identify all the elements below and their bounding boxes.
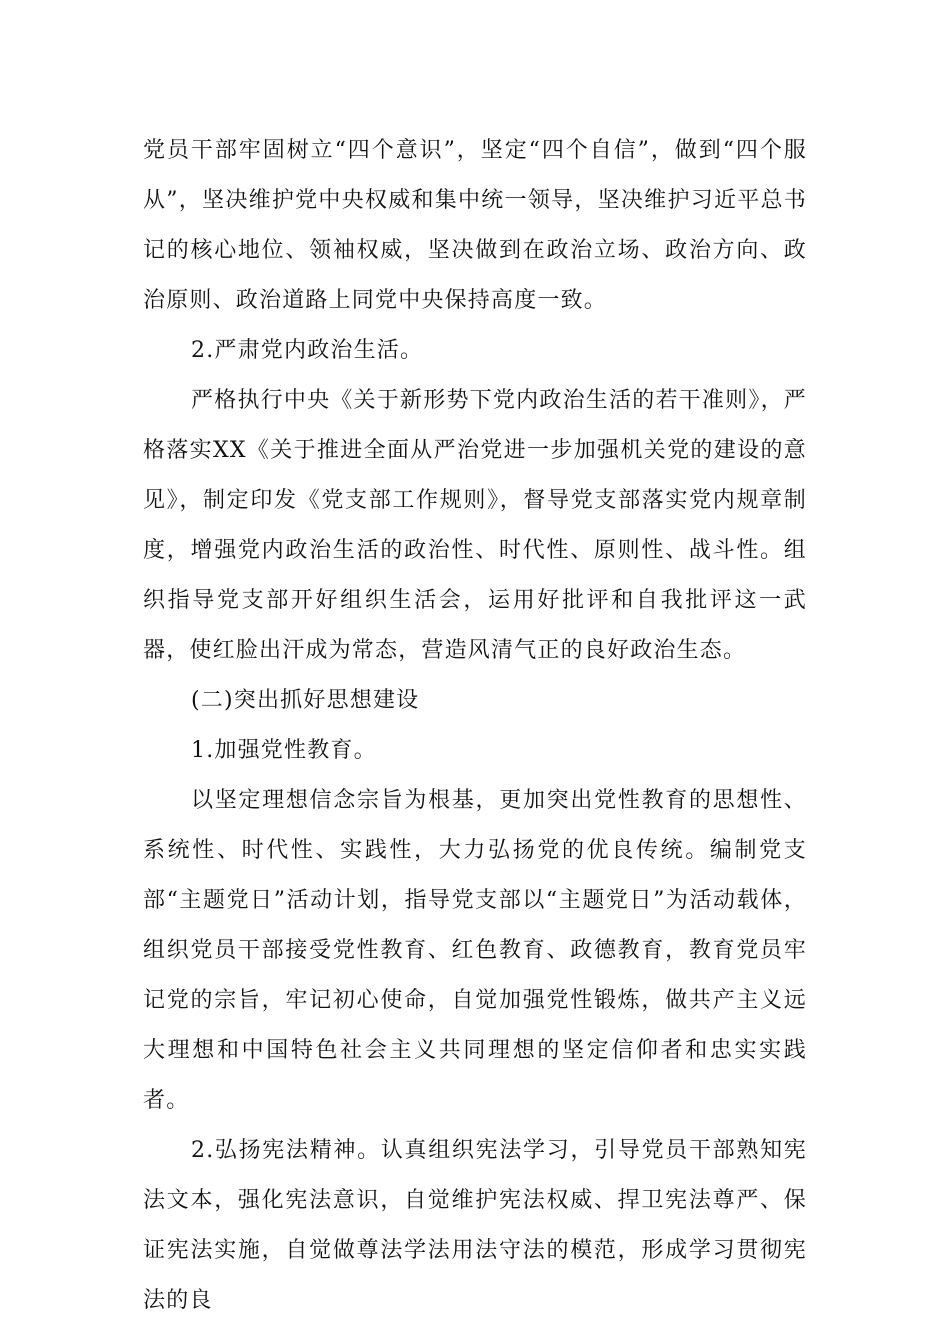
paragraph-political-life: 严格执行中央《关于新形势下党内政治生活的若干准则》，严格落实XX《关于推进全面从严治党进一步加强机关党的建设的意见》，制定印发《党支部工作规则》，督导党支部落实党内规章制度，增强党内政治生活的政治性、时代性、原则性、战斗性。组织指导党支部开好组织生活会，运用好批评和自我批评这一武器，使红脸出汗成为常态，营造风清气正的良好政治生态。: [143, 388, 807, 663]
subheading-party-spirit-education: 1.加强党性教育。: [191, 738, 377, 763]
section-heading-ideological-building: (二)突出抓好思想建设: [191, 688, 420, 713]
paragraph-party-spirit-education: 以坚定理想信念宗旨为根基，更加突出党性教育的思想性、系统性、时代性、实践性，大力弘扬党的优良传统。编制党支部“主题党日”活动计划，指导党支部以“主题党日”为活动载体，组织党员干部接受党性教育、红色教育、政德教育，教育党员牢记党的宗旨，牢记初心使命，自觉加强党性锻炼，做共产主义远大理想和中国特色社会主义共同理想的坚定信仰者和忠实实践者。: [143, 788, 807, 1113]
paragraph-constitution-spirit: 2.弘扬宪法精神。认真组织宪法学习，引导党员干部熟知宪法文本，强化宪法意识，自觉维护宪法权威、捍卫宪法尊严、保证宪法实施，自觉做尊法学法用法守法的模范，形成学习贯彻宪法的良: [143, 1138, 807, 1313]
paragraph-continuation: 党员干部牢固树立“四个意识”，坚定“四个自信”，做到“四个服从”，坚决维护党中央权威和集中统一领导，坚决维护习近平总书记的核心地位、领袖权威，坚决做到在政治立场、政治方向、政治原则、政治道路上同党中央保持高度一致。: [143, 138, 807, 313]
subheading-strict-political-life: 2.严肃党内政治生活。: [191, 338, 424, 363]
